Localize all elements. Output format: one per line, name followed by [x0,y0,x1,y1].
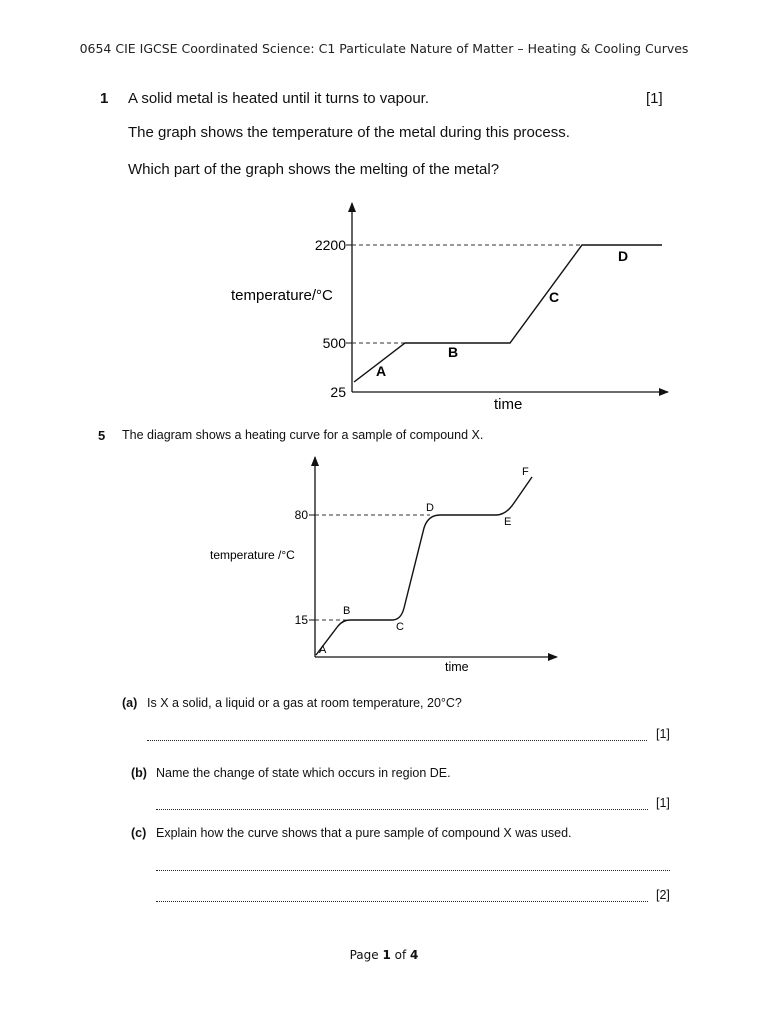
q5-label-f: F [522,466,529,478]
question-1-line-2: The graph shows the temperature of the metal during this process. [128,124,570,141]
question-1-line-3: Which part of the graph shows the melting of the metal? [128,161,500,178]
q5-tick-80: 80 [294,508,308,522]
q1-tick-25: 25 [330,384,346,400]
q5-label-c: C [396,621,404,633]
q1-label-d: D [618,248,629,264]
part-c-label: (c) [131,826,147,840]
question-5-number: 5 [98,428,106,443]
footer-page-total: 4 [410,948,419,962]
part-a-answer-line[interactable] [147,727,647,741]
part-a-text: Is X a solid, a liquid or a gas at room temperature, 20°C? [147,696,462,710]
page-footer [0,948,768,962]
page-header: 0654 CIE IGCSE Coordinated Science: C1 Particulate Nature of Matter – Heating & Cooling Curves [79,41,689,56]
part-b-text: Name the change of state which occurs in region DE. [156,766,451,780]
part-c-answer-line-2[interactable] [156,888,648,902]
footer-page-number: 1 [382,948,391,962]
question-1-number: 1 [100,90,109,107]
q1-curve [354,245,662,382]
part-c-text: Explain how the curve shows that a pure sample of compound X was used. [156,826,572,840]
q5-x-label: time [445,660,469,674]
q5-tick-15: 15 [294,613,308,627]
q5-label-e: E [504,516,512,528]
q1-label-b: B [448,344,459,360]
q5-y-label: temperature /°C [210,548,295,562]
footer-prefix: Page [349,948,383,962]
q5-graph [210,457,557,674]
question-1-line-1: A solid metal is heated until it turns to vapour. [128,90,430,107]
footer-mid: of [390,948,411,962]
part-c-marks: [2] [656,888,670,902]
question-1-marks: [1] [646,90,663,107]
q1-tick-2200: 2200 [314,237,346,253]
question-5-intro: The diagram shows a heating curve for a sample of compound X. [122,428,484,442]
q1-graph [231,203,668,413]
q5-label-b: B [343,605,351,617]
q1-label-a: A [376,363,387,379]
q1-tick-500: 500 [322,335,346,351]
q5-curve [316,477,532,655]
q1-x-label: time [494,396,523,413]
part-a-label: (a) [122,696,138,710]
part-a-marks: [1] [656,727,670,741]
q1-label-c: C [549,289,560,305]
part-c-answer-line-1[interactable] [156,857,670,871]
part-b-marks: [1] [656,796,670,810]
q5-label-d: D [426,502,434,514]
q1-y-label: temperature/°C [231,287,333,304]
part-b-label: (b) [131,766,147,780]
part-b-answer-line[interactable] [156,796,648,810]
q5-label-a: A [319,644,327,656]
